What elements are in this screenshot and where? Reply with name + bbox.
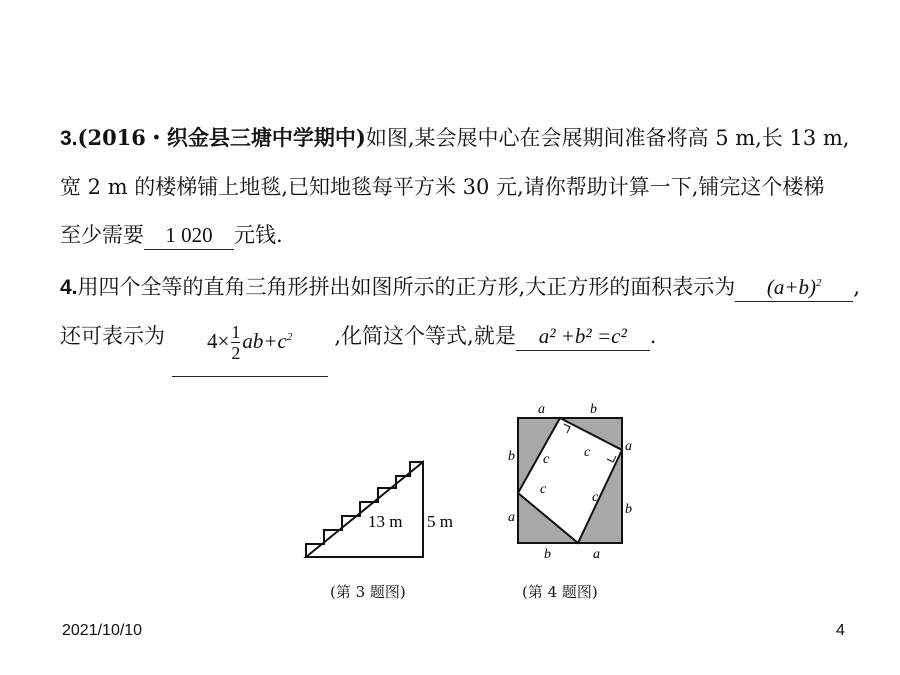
q3-text-3-prefix: 至少需要: [60, 223, 144, 247]
q4-answer-1-blank: [735, 269, 853, 302]
label-right-b: b: [625, 502, 632, 517]
q4-answer-2-exp: 2: [286, 331, 293, 343]
label-c-1: c: [543, 452, 550, 467]
q4-fraction: [231, 322, 240, 363]
q4-answer-1: (a+b): [766, 275, 817, 299]
footer-page-number: 4: [836, 622, 845, 639]
q3-text-2: 宽 2 m 的楼梯铺上地毯,已知地毯每平方米 30 元,请你帮助计算一下,铺完这个楼梯: [60, 175, 825, 199]
q3-line-3: [60, 221, 283, 250]
label-c-4: c: [592, 490, 599, 505]
label-left-a: a: [508, 510, 515, 525]
label-c-3: c: [540, 482, 547, 497]
q3-line-1: [60, 124, 849, 153]
figure-3-caption: (第 3 题图): [330, 583, 406, 601]
q4-answer-2-ab: ab+c: [242, 329, 287, 353]
q4-frac-num: 1: [231, 322, 241, 342]
label-bottom-a: a: [593, 547, 600, 562]
label-left-b: b: [508, 449, 515, 464]
label-top-b: b: [590, 402, 597, 417]
q4-line-2: [60, 322, 656, 378]
q3-line-2: [60, 173, 824, 201]
q4-line-1-end: ,: [853, 275, 860, 299]
footer-date: 2021/10/10: [62, 622, 143, 639]
q4-answer-3-blank: a² +b² =c²: [516, 322, 650, 351]
q4-number: 4.: [60, 276, 78, 299]
q3-source: (2016・织金县三塘中学期中): [77, 125, 366, 150]
q4-frac-den: 2: [231, 343, 241, 363]
q4-answer-1-exp: 2: [816, 277, 822, 289]
label-bottom-b: b: [544, 547, 551, 562]
q4-text-2-prefix: 还可表示为: [60, 324, 165, 348]
label-c-2: c: [584, 445, 591, 460]
q4-line-2-end: .: [649, 324, 657, 348]
q3-answer-blank: 1 020: [144, 221, 234, 250]
figure-4-caption: (第 4 题图): [522, 583, 598, 601]
figure-3-staircase: [298, 450, 468, 565]
q4-text-1: 用四个全等的直角三角形拼出如图所示的正方形,大正方形的面积表示为: [77, 275, 736, 299]
q4-line-1: [60, 269, 860, 302]
q3-text-1: 如图,某会展中心在会展期间准备将高 5 m,长 13 m,: [365, 126, 850, 150]
q3-text-3-suffix: 元钱.: [234, 223, 283, 247]
label-right-a: a: [625, 439, 632, 454]
fig3-hyp-label: 13 m: [368, 512, 403, 531]
q4-answer-2-blank: [172, 322, 328, 377]
label-top-a: a: [538, 402, 545, 417]
q3-number: 3.: [60, 127, 78, 150]
q4-text-2-mid: ,化简这个等式,就是: [334, 324, 516, 348]
figure-4-square: [500, 400, 640, 565]
fig3-height-label: 5 m: [427, 512, 453, 531]
q4-answer-2-pre: 4×: [207, 329, 230, 353]
